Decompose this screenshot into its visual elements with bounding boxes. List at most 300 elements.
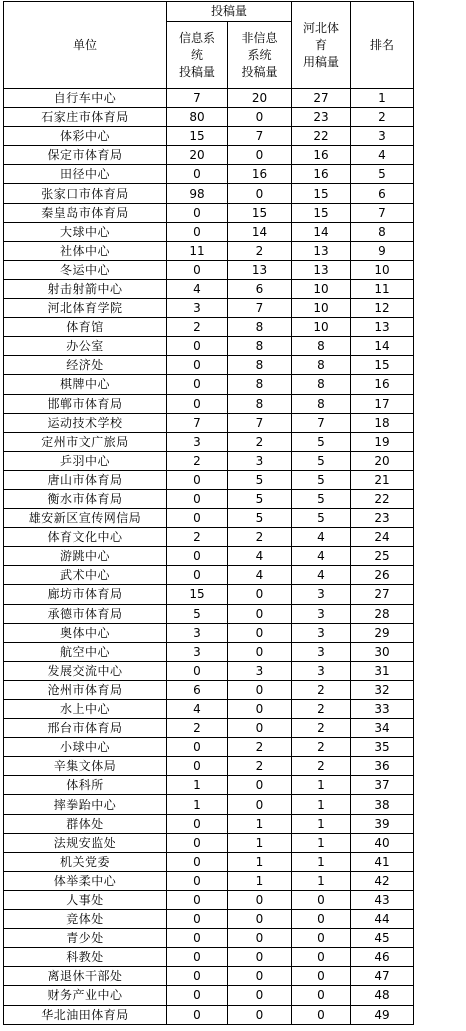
table-row <box>4 833 414 852</box>
cell-rank: 19 <box>351 432 414 451</box>
cell-non-info-system: 1 <box>228 814 292 833</box>
cell-rank: 11 <box>351 279 414 298</box>
cell-non-info-system: 5 <box>228 489 292 508</box>
cell-rank: 30 <box>351 642 414 661</box>
table-row <box>4 547 414 566</box>
cell-hebei-used: 5 <box>292 489 351 508</box>
cell-rank: 1 <box>351 89 414 108</box>
cell-unit: 办公室 <box>4 337 167 356</box>
cell-hebei-used: 8 <box>292 394 351 413</box>
cell-hebei-used: 0 <box>292 890 351 909</box>
cell-hebei-used: 5 <box>292 432 351 451</box>
table-row <box>4 432 414 451</box>
cell-non-info-system: 2 <box>228 241 292 260</box>
cell-non-info-system: 20 <box>228 89 292 108</box>
table-row <box>4 337 414 356</box>
cell-non-info-system: 0 <box>228 184 292 203</box>
cell-non-info-system: 5 <box>228 470 292 489</box>
cell-unit: 发展交流中心 <box>4 661 167 680</box>
table-row <box>4 948 414 967</box>
cell-rank: 42 <box>351 871 414 890</box>
table-row <box>4 986 414 1005</box>
cell-hebei-used: 1 <box>292 852 351 871</box>
cell-non-info-system: 0 <box>228 776 292 795</box>
cell-non-info-system: 4 <box>228 547 292 566</box>
cell-unit: 青少处 <box>4 929 167 948</box>
table-row <box>4 661 414 680</box>
cell-rank: 20 <box>351 451 414 470</box>
cell-non-info-system: 8 <box>228 375 292 394</box>
cell-unit: 承德市体育局 <box>4 604 167 623</box>
cell-non-info-system: 0 <box>228 585 292 604</box>
cell-rank: 26 <box>351 566 414 585</box>
cell-info-system: 15 <box>167 127 228 146</box>
cell-hebei-used: 15 <box>292 203 351 222</box>
cell-unit: 田径中心 <box>4 165 167 184</box>
cell-rank: 23 <box>351 509 414 528</box>
cell-non-info-system: 16 <box>228 165 292 184</box>
header-rank: 排名 <box>351 2 414 89</box>
cell-rank: 18 <box>351 413 414 432</box>
cell-non-info-system: 7 <box>228 299 292 318</box>
cell-info-system: 4 <box>167 700 228 719</box>
cell-info-system: 0 <box>167 814 228 833</box>
cell-info-system: 2 <box>167 719 228 738</box>
cell-unit: 财务产业中心 <box>4 986 167 1005</box>
cell-unit: 衡水市体育局 <box>4 489 167 508</box>
cell-unit: 石家庄市体育局 <box>4 108 167 127</box>
cell-info-system: 0 <box>167 509 228 528</box>
cell-non-info-system: 8 <box>228 337 292 356</box>
cell-non-info-system: 7 <box>228 127 292 146</box>
cell-rank: 9 <box>351 241 414 260</box>
cell-non-info-system: 14 <box>228 222 292 241</box>
cell-unit: 唐山市体育局 <box>4 470 167 489</box>
cell-rank: 34 <box>351 719 414 738</box>
cell-unit: 雄安新区宣传网信局 <box>4 509 167 528</box>
cell-hebei-used: 16 <box>292 146 351 165</box>
cell-info-system: 0 <box>167 337 228 356</box>
cell-info-system: 2 <box>167 451 228 470</box>
cell-non-info-system: 13 <box>228 260 292 279</box>
cell-rank: 35 <box>351 738 414 757</box>
table-row <box>4 108 414 127</box>
cell-rank: 37 <box>351 776 414 795</box>
table-row <box>4 89 414 108</box>
table-row <box>4 585 414 604</box>
cell-hebei-used: 3 <box>292 661 351 680</box>
cell-non-info-system: 8 <box>228 394 292 413</box>
cell-unit: 竞体处 <box>4 910 167 929</box>
cell-rank: 21 <box>351 470 414 489</box>
cell-hebei-used: 4 <box>292 547 351 566</box>
table-row <box>4 356 414 375</box>
cell-non-info-system: 3 <box>228 451 292 470</box>
cell-info-system: 0 <box>167 165 228 184</box>
cell-rank: 33 <box>351 700 414 719</box>
table-row <box>4 680 414 699</box>
cell-info-system: 0 <box>167 260 228 279</box>
cell-non-info-system: 0 <box>228 146 292 165</box>
cell-non-info-system: 0 <box>228 700 292 719</box>
cell-non-info-system: 2 <box>228 738 292 757</box>
cell-rank: 28 <box>351 604 414 623</box>
cell-non-info-system: 0 <box>228 680 292 699</box>
cell-non-info-system: 8 <box>228 356 292 375</box>
cell-non-info-system: 0 <box>228 948 292 967</box>
cell-info-system: 0 <box>167 222 228 241</box>
cell-unit: 体科所 <box>4 776 167 795</box>
cell-non-info-system: 2 <box>228 757 292 776</box>
cell-non-info-system: 1 <box>228 852 292 871</box>
table-row <box>4 489 414 508</box>
cell-hebei-used: 8 <box>292 375 351 394</box>
cell-unit: 离退休干部处 <box>4 967 167 986</box>
cell-unit: 秦皇岛市体育局 <box>4 203 167 222</box>
cell-info-system: 3 <box>167 299 228 318</box>
table-row <box>4 814 414 833</box>
cell-info-system: 0 <box>167 986 228 1005</box>
table-row <box>4 528 414 547</box>
cell-unit: 社体中心 <box>4 241 167 260</box>
cell-rank: 12 <box>351 299 414 318</box>
cell-unit: 体彩中心 <box>4 127 167 146</box>
cell-non-info-system: 15 <box>228 203 292 222</box>
cell-info-system: 98 <box>167 184 228 203</box>
cell-rank: 3 <box>351 127 414 146</box>
cell-rank: 41 <box>351 852 414 871</box>
cell-info-system: 0 <box>167 566 228 585</box>
cell-hebei-used: 15 <box>292 184 351 203</box>
table-row <box>4 871 414 890</box>
table-row <box>4 910 414 929</box>
cell-hebei-used: 5 <box>292 509 351 528</box>
cell-non-info-system: 0 <box>228 967 292 986</box>
cell-info-system: 20 <box>167 146 228 165</box>
cell-info-system: 0 <box>167 489 228 508</box>
cell-rank: 31 <box>351 661 414 680</box>
cell-non-info-system: 7 <box>228 413 292 432</box>
cell-hebei-used: 14 <box>292 222 351 241</box>
table-row <box>4 967 414 986</box>
table-row <box>4 929 414 948</box>
table-header <box>4 2 414 89</box>
cell-unit: 自行车中心 <box>4 89 167 108</box>
ranking-table <box>3 1 414 1025</box>
cell-info-system: 0 <box>167 871 228 890</box>
cell-hebei-used: 3 <box>292 604 351 623</box>
table-row <box>4 146 414 165</box>
header-hebei-used: 河北体 育 用稿量 <box>292 2 351 89</box>
cell-unit: 邢台市体育局 <box>4 719 167 738</box>
cell-info-system: 0 <box>167 1005 228 1024</box>
cell-unit: 邯郸市体育局 <box>4 394 167 413</box>
cell-rank: 2 <box>351 108 414 127</box>
table-row <box>4 127 414 146</box>
cell-rank: 15 <box>351 356 414 375</box>
cell-info-system: 15 <box>167 585 228 604</box>
cell-rank: 4 <box>351 146 414 165</box>
cell-info-system: 6 <box>167 680 228 699</box>
cell-info-system: 0 <box>167 948 228 967</box>
cell-non-info-system: 3 <box>228 661 292 680</box>
cell-hebei-used: 4 <box>292 566 351 585</box>
cell-unit: 机关党委 <box>4 852 167 871</box>
cell-non-info-system: 0 <box>228 986 292 1005</box>
cell-hebei-used: 1 <box>292 871 351 890</box>
cell-info-system: 0 <box>167 356 228 375</box>
cell-info-system: 0 <box>167 470 228 489</box>
cell-hebei-used: 4 <box>292 528 351 547</box>
cell-rank: 29 <box>351 623 414 642</box>
cell-non-info-system: 0 <box>228 795 292 814</box>
cell-rank: 40 <box>351 833 414 852</box>
cell-info-system: 0 <box>167 890 228 909</box>
table-row <box>4 604 414 623</box>
cell-unit: 奥体中心 <box>4 623 167 642</box>
table-row <box>4 203 414 222</box>
cell-unit: 人事处 <box>4 890 167 909</box>
table-row <box>4 451 414 470</box>
cell-hebei-used: 0 <box>292 986 351 1005</box>
cell-hebei-used: 23 <box>292 108 351 127</box>
cell-non-info-system: 0 <box>228 719 292 738</box>
cell-hebei-used: 1 <box>292 814 351 833</box>
cell-unit: 大球中心 <box>4 222 167 241</box>
cell-hebei-used: 1 <box>292 776 351 795</box>
cell-rank: 39 <box>351 814 414 833</box>
cell-non-info-system: 8 <box>228 318 292 337</box>
cell-rank: 17 <box>351 394 414 413</box>
cell-unit: 摔拳跆中心 <box>4 795 167 814</box>
cell-hebei-used: 5 <box>292 451 351 470</box>
cell-rank: 25 <box>351 547 414 566</box>
cell-hebei-used: 3 <box>292 585 351 604</box>
cell-info-system: 2 <box>167 318 228 337</box>
cell-unit: 河北体育学院 <box>4 299 167 318</box>
cell-hebei-used: 2 <box>292 757 351 776</box>
cell-info-system: 0 <box>167 910 228 929</box>
cell-info-system: 0 <box>167 757 228 776</box>
cell-non-info-system: 4 <box>228 566 292 585</box>
cell-info-system: 80 <box>167 108 228 127</box>
cell-unit: 武术中心 <box>4 566 167 585</box>
cell-info-system: 0 <box>167 738 228 757</box>
table-row <box>4 890 414 909</box>
cell-unit: 法规安监处 <box>4 833 167 852</box>
table-row <box>4 184 414 203</box>
cell-rank: 10 <box>351 260 414 279</box>
cell-hebei-used: 3 <box>292 623 351 642</box>
table-row <box>4 757 414 776</box>
cell-unit: 华北油田体育局 <box>4 1005 167 1024</box>
cell-rank: 48 <box>351 986 414 1005</box>
table-row <box>4 375 414 394</box>
header-unit: 单位 <box>4 2 167 89</box>
cell-rank: 36 <box>351 757 414 776</box>
cell-rank: 7 <box>351 203 414 222</box>
header-info-system: 信息系 统 投稿量 <box>167 22 228 89</box>
table-row <box>4 222 414 241</box>
cell-rank: 22 <box>351 489 414 508</box>
cell-unit: 棋牌中心 <box>4 375 167 394</box>
cell-info-system: 0 <box>167 661 228 680</box>
table-row <box>4 165 414 184</box>
cell-unit: 经济处 <box>4 356 167 375</box>
cell-info-system: 1 <box>167 795 228 814</box>
cell-rank: 6 <box>351 184 414 203</box>
cell-hebei-used: 5 <box>292 470 351 489</box>
cell-hebei-used: 0 <box>292 910 351 929</box>
cell-hebei-used: 2 <box>292 719 351 738</box>
header-group-submissions: 投稿量 <box>167 2 292 22</box>
cell-hebei-used: 8 <box>292 337 351 356</box>
cell-unit: 群体处 <box>4 814 167 833</box>
cell-unit: 定州市文广旅局 <box>4 432 167 451</box>
cell-rank: 38 <box>351 795 414 814</box>
cell-info-system: 0 <box>167 375 228 394</box>
cell-info-system: 0 <box>167 833 228 852</box>
cell-non-info-system: 0 <box>228 910 292 929</box>
cell-rank: 24 <box>351 528 414 547</box>
cell-rank: 27 <box>351 585 414 604</box>
cell-hebei-used: 10 <box>292 279 351 298</box>
cell-info-system: 0 <box>167 929 228 948</box>
table-row <box>4 509 414 528</box>
cell-unit: 辛集文体局 <box>4 757 167 776</box>
cell-unit: 射击射箭中心 <box>4 279 167 298</box>
cell-non-info-system: 1 <box>228 833 292 852</box>
cell-info-system: 0 <box>167 547 228 566</box>
cell-info-system: 0 <box>167 203 228 222</box>
cell-unit: 体举柔中心 <box>4 871 167 890</box>
cell-hebei-used: 1 <box>292 833 351 852</box>
cell-rank: 14 <box>351 337 414 356</box>
cell-info-system: 7 <box>167 89 228 108</box>
cell-non-info-system: 2 <box>228 432 292 451</box>
cell-hebei-used: 10 <box>292 318 351 337</box>
table-row <box>4 852 414 871</box>
cell-rank: 43 <box>351 890 414 909</box>
table-row <box>4 642 414 661</box>
table-row <box>4 394 414 413</box>
cell-non-info-system: 5 <box>228 509 292 528</box>
cell-unit: 体育馆 <box>4 318 167 337</box>
cell-unit: 游跳中心 <box>4 547 167 566</box>
cell-unit: 科教处 <box>4 948 167 967</box>
table-row <box>4 700 414 719</box>
cell-rank: 32 <box>351 680 414 699</box>
cell-unit: 沧州市体育局 <box>4 680 167 699</box>
table-row <box>4 738 414 757</box>
table-row <box>4 776 414 795</box>
table-row <box>4 566 414 585</box>
cell-hebei-used: 8 <box>292 356 351 375</box>
cell-hebei-used: 7 <box>292 413 351 432</box>
cell-unit: 体育文化中心 <box>4 528 167 547</box>
cell-non-info-system: 0 <box>228 108 292 127</box>
cell-info-system: 3 <box>167 623 228 642</box>
cell-non-info-system: 0 <box>228 623 292 642</box>
cell-hebei-used: 22 <box>292 127 351 146</box>
cell-hebei-used: 2 <box>292 680 351 699</box>
cell-info-system: 1 <box>167 776 228 795</box>
header-non-info-system: 非信息 系统 投稿量 <box>228 22 292 89</box>
table-body <box>4 89 414 1025</box>
cell-info-system: 2 <box>167 528 228 547</box>
cell-unit: 张家口市体育局 <box>4 184 167 203</box>
cell-hebei-used: 1 <box>292 795 351 814</box>
table-row <box>4 241 414 260</box>
cell-hebei-used: 3 <box>292 642 351 661</box>
cell-hebei-used: 0 <box>292 967 351 986</box>
cell-info-system: 4 <box>167 279 228 298</box>
cell-non-info-system: 0 <box>228 890 292 909</box>
cell-rank: 5 <box>351 165 414 184</box>
table-row <box>4 299 414 318</box>
table-row <box>4 623 414 642</box>
cell-rank: 8 <box>351 222 414 241</box>
cell-hebei-used: 16 <box>292 165 351 184</box>
table-row <box>4 260 414 279</box>
cell-non-info-system: 1 <box>228 871 292 890</box>
cell-non-info-system: 2 <box>228 528 292 547</box>
cell-hebei-used: 10 <box>292 299 351 318</box>
cell-non-info-system: 6 <box>228 279 292 298</box>
cell-hebei-used: 2 <box>292 700 351 719</box>
cell-rank: 47 <box>351 967 414 986</box>
cell-info-system: 3 <box>167 642 228 661</box>
cell-hebei-used: 0 <box>292 929 351 948</box>
cell-unit: 冬运中心 <box>4 260 167 279</box>
cell-rank: 45 <box>351 929 414 948</box>
table-row <box>4 1005 414 1024</box>
cell-rank: 49 <box>351 1005 414 1024</box>
cell-unit: 小球中心 <box>4 738 167 757</box>
cell-unit: 水上中心 <box>4 700 167 719</box>
cell-hebei-used: 0 <box>292 948 351 967</box>
table-row <box>4 719 414 738</box>
cell-unit: 乒羽中心 <box>4 451 167 470</box>
cell-rank: 46 <box>351 948 414 967</box>
cell-rank: 16 <box>351 375 414 394</box>
cell-non-info-system: 0 <box>228 1005 292 1024</box>
cell-hebei-used: 13 <box>292 260 351 279</box>
table-row <box>4 413 414 432</box>
cell-hebei-used: 27 <box>292 89 351 108</box>
cell-unit: 运动技术学校 <box>4 413 167 432</box>
cell-rank: 44 <box>351 910 414 929</box>
cell-info-system: 3 <box>167 432 228 451</box>
table-row <box>4 795 414 814</box>
cell-rank: 13 <box>351 318 414 337</box>
cell-info-system: 7 <box>167 413 228 432</box>
cell-hebei-used: 2 <box>292 738 351 757</box>
table-row <box>4 279 414 298</box>
cell-hebei-used: 13 <box>292 241 351 260</box>
cell-info-system: 0 <box>167 967 228 986</box>
cell-unit: 廊坊市体育局 <box>4 585 167 604</box>
cell-info-system: 0 <box>167 852 228 871</box>
cell-unit: 保定市体育局 <box>4 146 167 165</box>
cell-info-system: 0 <box>167 394 228 413</box>
cell-unit: 航空中心 <box>4 642 167 661</box>
cell-info-system: 5 <box>167 604 228 623</box>
cell-non-info-system: 0 <box>228 929 292 948</box>
cell-non-info-system: 0 <box>228 604 292 623</box>
table-row <box>4 318 414 337</box>
cell-non-info-system: 0 <box>228 642 292 661</box>
